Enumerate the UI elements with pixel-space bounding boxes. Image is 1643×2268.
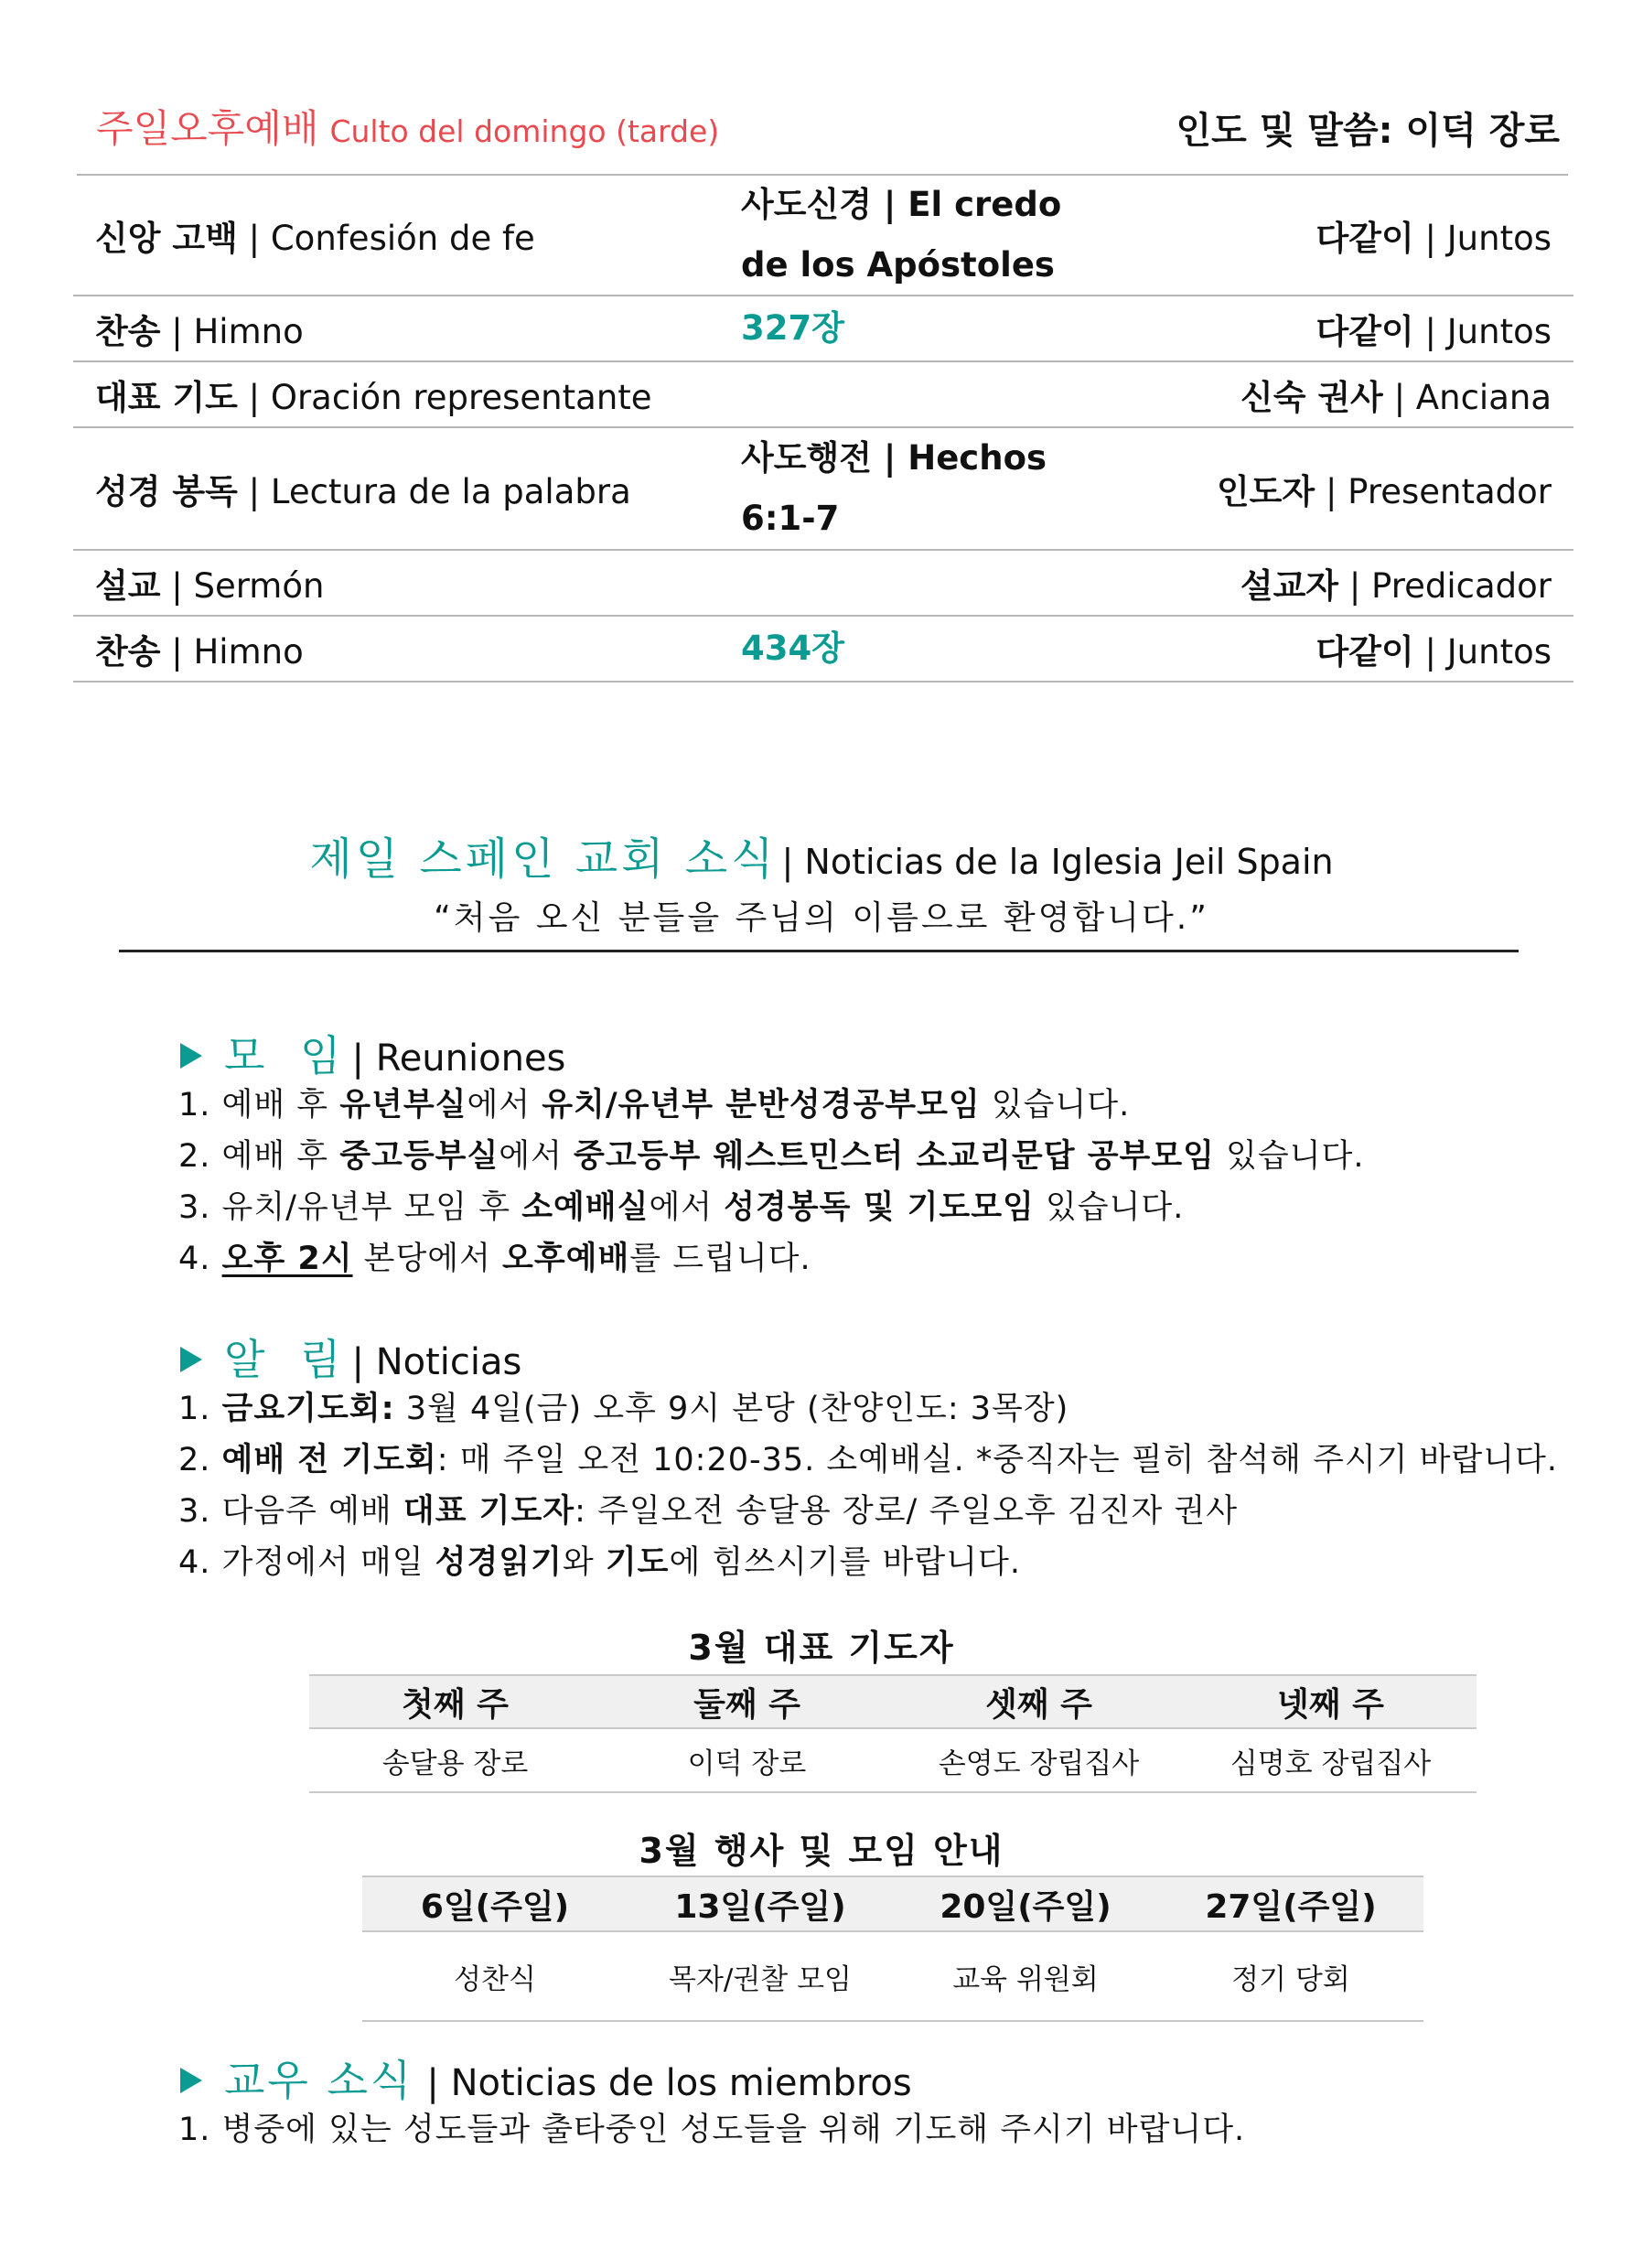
- bold-text: 기도: [605, 1544, 670, 1581]
- hymn-number: 434장: [741, 629, 844, 668]
- item-ko: 신앙 고백: [95, 219, 238, 258]
- text: 유치/유년부 모임 후: [210, 1189, 522, 1226]
- item-number: 1.: [178, 1087, 211, 1123]
- content-line: de los Apóstoles: [741, 245, 1055, 285]
- worship-who: [1240, 558, 1552, 607]
- list-item: [178, 1435, 1558, 1486]
- text: 있습니다.: [980, 1087, 1131, 1123]
- who-es: | Juntos: [1424, 312, 1552, 351]
- list-item: [178, 1233, 1364, 1284]
- bold-text: 중고등부실: [339, 1138, 499, 1175]
- who-es: | Anciana: [1393, 378, 1552, 417]
- worship-content: [741, 428, 1047, 549]
- triangle-bullet-icon: [180, 1347, 202, 1372]
- content-line: 사도신경 | El credo: [741, 185, 1062, 224]
- worship-who: [1316, 624, 1552, 673]
- worship-title-ko: 주일오후예배: [96, 106, 319, 151]
- worship-row: [73, 176, 1573, 296]
- who-ko: 다같이: [1315, 632, 1414, 672]
- worship-who: [1217, 464, 1552, 513]
- list-item: [178, 1182, 1364, 1233]
- worship-row: [73, 428, 1573, 551]
- text: 에서: [499, 1138, 575, 1175]
- bold-text: 금요기도회:: [221, 1391, 395, 1427]
- table-cell: 목자/권찰 모임: [669, 1962, 852, 1996]
- item-number: 3.: [178, 1493, 211, 1530]
- item-number: 2.: [178, 1138, 211, 1175]
- worship-leader: 인도 및 말씀: 이덕 장로: [1176, 110, 1560, 152]
- text: 예배 후: [210, 1087, 340, 1123]
- text: 와: [562, 1544, 606, 1581]
- worship-content: [741, 175, 1061, 296]
- bold-text: 중고등부 웨스트민스터 소교리문답 공부모임: [574, 1138, 1215, 1175]
- table-cell: 송달용 장로: [381, 1747, 529, 1780]
- text: 를 드립니다.: [629, 1241, 811, 1277]
- heading-ko: 교우 소식: [224, 2056, 414, 2105]
- content-line: 사도행전 | Hechos: [741, 438, 1047, 478]
- heading-es: | Reuniones: [351, 1037, 566, 1080]
- text: [210, 1241, 221, 1277]
- header-cell: 6일(주일): [420, 1887, 570, 1926]
- table-cell: 손영도 장립집사: [938, 1747, 1140, 1780]
- worship-title: [96, 99, 719, 154]
- who-es: | Juntos: [1424, 632, 1552, 672]
- bold-text: 오후예배: [502, 1241, 630, 1277]
- heading-es: | Noticias: [351, 1341, 522, 1383]
- who-ko: 신숙 권사: [1240, 378, 1383, 417]
- list-item: [178, 1383, 1558, 1435]
- heading-ko: 알 림: [224, 1335, 352, 1384]
- worship-who: [1316, 210, 1552, 260]
- header-cell: 셋째 주: [985, 1685, 1092, 1724]
- prayer-table-title: 3월 대표 기도자: [688, 1628, 955, 1668]
- item-es: | Himno: [171, 632, 304, 672]
- hymn-number: 327장: [741, 308, 844, 348]
- worship-item: [95, 304, 304, 353]
- news-title-ko: 제일 스페인 교회 소식: [309, 833, 778, 885]
- table-cell: 교육 위원회: [952, 1962, 1099, 1996]
- events-table: [362, 1876, 1423, 2022]
- text: 있습니다.: [1214, 1138, 1365, 1175]
- worship-who: [1240, 370, 1552, 419]
- header-cell: 첫째 주: [402, 1685, 509, 1724]
- text: : 주일오전 송달용 장로/ 주일오후 김진자 권사: [575, 1493, 1239, 1530]
- who-es: | Predicador: [1348, 566, 1552, 606]
- bold-text: 소예배실: [521, 1189, 650, 1226]
- text: 3월 4일(금) 오후 9시 본당 (찬양인도: 3목장): [394, 1391, 1069, 1427]
- notices-list: [178, 1383, 1558, 1588]
- text: : 매 주일 오전 10:20-35. 소예배실. *중직자는 필히 참석해 주시기 바랍니다.: [436, 1442, 1558, 1478]
- who-ko: 설교자: [1240, 566, 1339, 606]
- worship-title-es: Culto del domingo (tarde): [329, 113, 720, 149]
- worship-row: [73, 551, 1573, 617]
- worship-item: [95, 210, 535, 260]
- who-es: | Presentador: [1325, 472, 1552, 511]
- item-es: | Lectura de la palabra: [248, 472, 631, 511]
- worship-row: [73, 296, 1573, 362]
- item-ko: 찬송: [95, 312, 161, 351]
- text: 에서: [649, 1189, 725, 1226]
- who-ko: 인도자: [1216, 472, 1315, 511]
- item-ko: 성경 봉독: [95, 472, 238, 511]
- list-item: [178, 1537, 1558, 1588]
- text: 병중에 있는 성도들과 출타중인 성도들을 위해 기도해 주시기 바랍니다.: [210, 2112, 1246, 2148]
- header-cell: 27일(주일): [1205, 1887, 1377, 1926]
- text: 있습니다.: [1034, 1189, 1185, 1226]
- bold-text: 유년부실: [339, 1087, 467, 1123]
- text: 예배 후: [210, 1138, 340, 1175]
- list-item: [178, 2104, 1245, 2155]
- prayer-table: [309, 1674, 1477, 1793]
- item-number: 2.: [178, 1442, 211, 1478]
- bold-text: 유치/유년부 분반성경공부모임: [542, 1087, 981, 1123]
- worship-header: [96, 102, 1560, 165]
- item-es: | Confesión de fe: [248, 219, 535, 258]
- item-es: | Oración representante: [248, 378, 652, 417]
- list-item: [178, 1080, 1364, 1131]
- item-number: 3.: [178, 1189, 211, 1226]
- news-divider: [119, 950, 1519, 952]
- table-cell: 심명호 장립집사: [1230, 1747, 1432, 1780]
- item-number: 4.: [178, 1544, 211, 1581]
- text: 가정에서 매일: [210, 1544, 435, 1581]
- text: 본당에서: [352, 1241, 503, 1277]
- heading-ko: 모 임: [224, 1031, 352, 1080]
- bold-text: 성경읽기: [435, 1544, 563, 1581]
- notices-heading: [180, 1327, 521, 1387]
- text: 다음주 예배: [210, 1493, 403, 1530]
- header-cell: 20일(주일): [940, 1887, 1111, 1926]
- worship-who: [1316, 304, 1552, 353]
- bold-text: 예배 전 기도회: [221, 1442, 437, 1478]
- item-ko: 설교: [95, 566, 161, 606]
- worship-row: [73, 362, 1573, 428]
- meetings-list: [178, 1080, 1364, 1284]
- worship-item: [95, 624, 304, 673]
- meetings-heading: [180, 1023, 565, 1083]
- list-item: [178, 1486, 1558, 1537]
- list-item: [178, 1131, 1364, 1182]
- news-title: [0, 823, 1643, 887]
- item-ko: 찬송: [95, 632, 161, 672]
- header-cell: 넷째 주: [1277, 1685, 1384, 1724]
- members-heading: [180, 2048, 912, 2108]
- item-number: 4.: [178, 1241, 211, 1277]
- underlined-text: 오후 2시: [221, 1241, 353, 1277]
- events-table-title: 3월 행사 및 모임 안내: [639, 1831, 1004, 1871]
- table-row: [362, 1932, 1423, 2022]
- table-header: [362, 1876, 1423, 1932]
- who-es: | Juntos: [1424, 219, 1552, 258]
- news-title-es: | Noticias de la Iglesia Jeil Spain: [781, 842, 1334, 882]
- bold-text: 성경봉독 및 기도모임: [724, 1189, 1035, 1226]
- table-cell: 이덕 장로: [687, 1747, 807, 1780]
- triangle-bullet-icon: [180, 1043, 202, 1069]
- item-es: | Sermón: [171, 566, 325, 606]
- worship-row: [73, 617, 1573, 683]
- bold-text: 대표 기도자: [403, 1493, 575, 1530]
- welcome-message: “처음 오신 분들을 주님의 이름으로 환영합니다.”: [434, 899, 1209, 937]
- triangle-bullet-icon: [180, 2068, 202, 2093]
- table-cell: 정기 당회: [1231, 1962, 1350, 1996]
- header-cell: 13일(주일): [674, 1887, 846, 1926]
- header-cell: 둘째 주: [693, 1685, 800, 1724]
- item-number: 1.: [178, 2112, 211, 2148]
- worship-item: [95, 558, 324, 607]
- item-ko: 대표 기도: [95, 378, 238, 417]
- table-header: [309, 1674, 1477, 1729]
- table-row: [309, 1729, 1477, 1793]
- worship-item: [95, 464, 631, 513]
- who-ko: 다같이: [1315, 312, 1414, 351]
- text: 에 힘쓰시기를 바랍니다.: [669, 1544, 1021, 1581]
- table-cell: 성찬식: [454, 1962, 536, 1996]
- item-es: | Himno: [171, 312, 304, 351]
- heading-es: | Noticias de los miembros: [426, 2062, 912, 2104]
- who-ko: 다같이: [1315, 219, 1414, 258]
- item-number: 1.: [178, 1391, 211, 1427]
- content-line: 6:1-7: [741, 499, 840, 538]
- worship-item: [95, 370, 652, 419]
- text: 에서: [467, 1087, 542, 1123]
- members-list: [178, 2104, 1245, 2155]
